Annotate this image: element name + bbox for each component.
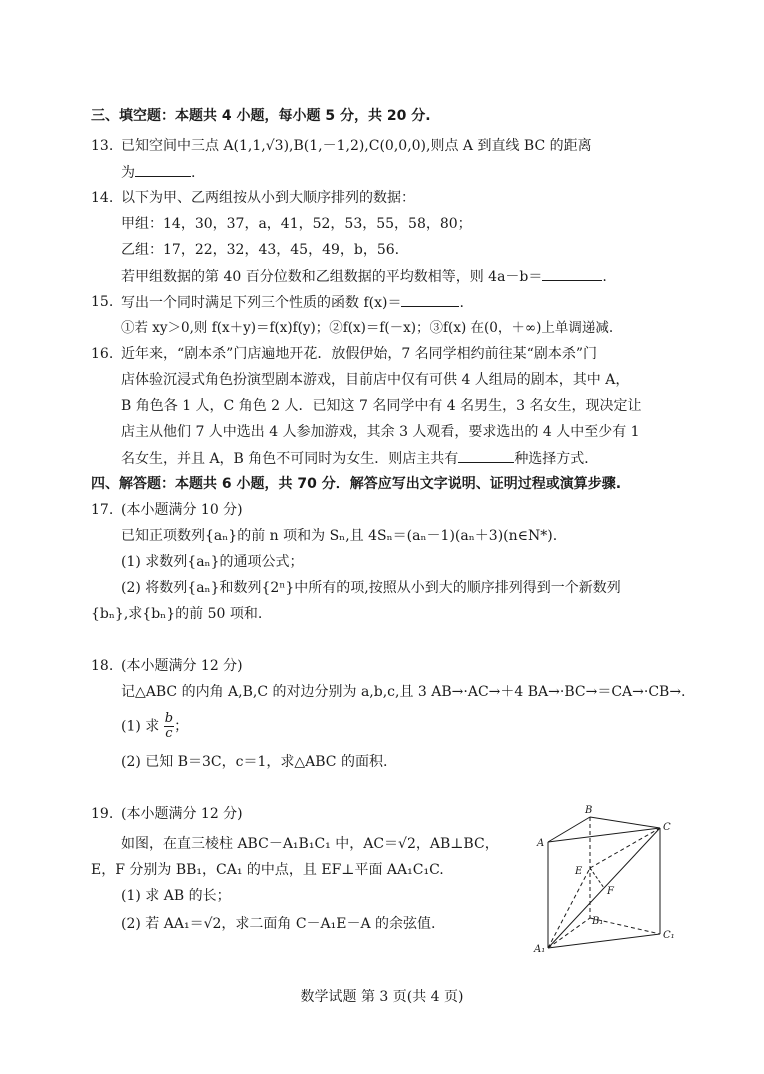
group-jia-data: 甲组：14，30，37，a，41，52，53，55，58，80； <box>121 216 472 232</box>
question-19-part1: (1) 求 AB 的长； <box>121 888 231 904</box>
edge-BC <box>590 817 660 828</box>
question-number: 16. <box>91 346 114 362</box>
score-note: (本小题满分 12 分) <box>121 806 243 822</box>
prism-figure <box>528 800 678 956</box>
question-19-part2: (2) 若 AA₁＝√2，求二面角 C－A₁E－A 的余弦值. <box>121 916 436 932</box>
question-number: 17. <box>91 502 114 518</box>
question-17-part2: (2) 将数列{aₙ}和数列{2ⁿ}中所有的项,按照从小到大的顺序排列得到一个新数列 <box>121 580 621 596</box>
segment-A1E <box>548 868 590 948</box>
answer-blank[interactable] <box>458 448 514 463</box>
label-A: A <box>537 838 545 849</box>
question-text: 近年来，“剧本杀”门店遍地开花．放假伊始，7 名同学相约前往某“剧本杀”门 <box>121 346 597 362</box>
answer-blank[interactable] <box>542 266 602 281</box>
label-C1: C₁ <box>663 930 675 941</box>
segment-EF <box>590 868 604 888</box>
score-note: (本小题满分 10 分) <box>121 502 243 518</box>
edge-AB <box>548 817 590 842</box>
segment-EC <box>590 828 660 868</box>
label-B: B <box>585 805 593 816</box>
question-16-line3: B 角色各 1 人，C 角色 2 人．已知这 7 名同学中有 4 名男生，3 名女生，现决定让 <box>121 398 642 414</box>
label-A1: A₁ <box>534 944 546 955</box>
question-18-part1: (1) 求 $\frac{b}{c}$ ； <box>121 711 189 741</box>
question-17-part2-cont: {bₙ},求{bₙ}的前 50 项和. <box>91 606 263 622</box>
fraction-b-over-c: $\frac{b}{c}$ <box>164 711 174 741</box>
question-16-line2: 店体验沉浸式角色扮演型剧本游戏，目前店中仅有可供 4 人组局的剧本，其中 A， <box>121 372 630 388</box>
question-text: 以下为甲、乙两组按从小到大顺序排列的数据： <box>121 190 415 206</box>
question-15-properties: ①若 xy＞0,则 f(x＋y)＝f(x)f(y)；②f(x)＝f(－x)；③f(x) 在(0，＋∞)上单调递减. <box>121 320 614 336</box>
section-3-title: 三、填空题：本题共 4 小题，每小题 5 分，共 20 分. <box>91 108 431 124</box>
question-number: 13. <box>91 138 114 154</box>
edge-AC <box>548 828 660 842</box>
label-E: E <box>575 866 583 877</box>
question-19-line1: 如图，在直三棱柱 ABC－A₁B₁C₁ 中，AC＝√2，AB⊥BC， <box>121 836 499 852</box>
segment-A1C <box>548 828 660 948</box>
question-16-line5: 名女生，并且 A，B 角色不可同时为女生．则店主共有 种选择方式． <box>121 448 598 469</box>
question-17-part1: (1) 求数列{aₙ}的通项公式； <box>121 554 304 570</box>
question-number: 18. <box>91 658 114 674</box>
question-number: 19. <box>91 806 114 822</box>
question-19-line2: E，F 分别为 BB₁，CA₁ 的中点，且 EF⊥平面 AA₁C₁C. <box>91 862 444 878</box>
page-footer: 数学试题 第 3 页(共 4 页) <box>300 989 464 1005</box>
question-number: 15. <box>91 294 114 310</box>
question-14-line4: 若甲组数据的第 40 百分位数和乙组数据的平均数相等，则 4a－b＝ . <box>121 266 607 287</box>
edge-A1C1 <box>548 934 660 948</box>
answer-blank[interactable] <box>135 162 191 177</box>
score-note: (本小题满分 12 分) <box>121 658 243 674</box>
question-17-stem: 已知正项数列{aₙ}的前 n 项和为 Sₙ,且 4Sₙ＝(aₙ－1)(aₙ＋3)(n∈N*). <box>121 528 558 544</box>
group-yi-data: 乙组：17，22，32，43，45，49，b，56. <box>121 242 400 258</box>
question-number: 14. <box>91 190 114 206</box>
question-16-line4: 店主从他们 7 人中选出 4 人参加游戏，其余 3 人观看，要求选出的 4 人中至少有 1 <box>121 424 640 440</box>
question-18-stem: 记△ABC 的内角 A,B,C 的对边分别为 a,b,c,且 3 AB→·AC→＋4 BA→·BC→＝CA→·CB→. <box>121 684 686 700</box>
question-18-part2: (2) 已知 B＝3C，c＝1，求△ABC 的面积. <box>121 754 388 770</box>
question-13-line2: 为 . <box>121 162 195 183</box>
section-4-title: 四、解答题：本题共 6 小题，共 70 分．解答应写出文字说明、证明过程或演算步骤. <box>91 476 622 492</box>
label-C: C <box>663 822 671 833</box>
label-F: F <box>607 886 614 897</box>
answer-blank[interactable] <box>401 292 459 307</box>
question-text: 已知空间中三点 A(1,1,√3),B(1,－1,2),C(0,0,0),则点 A 到直线 BC 的距离 <box>121 138 592 154</box>
label-B1: B₁ <box>592 916 604 927</box>
